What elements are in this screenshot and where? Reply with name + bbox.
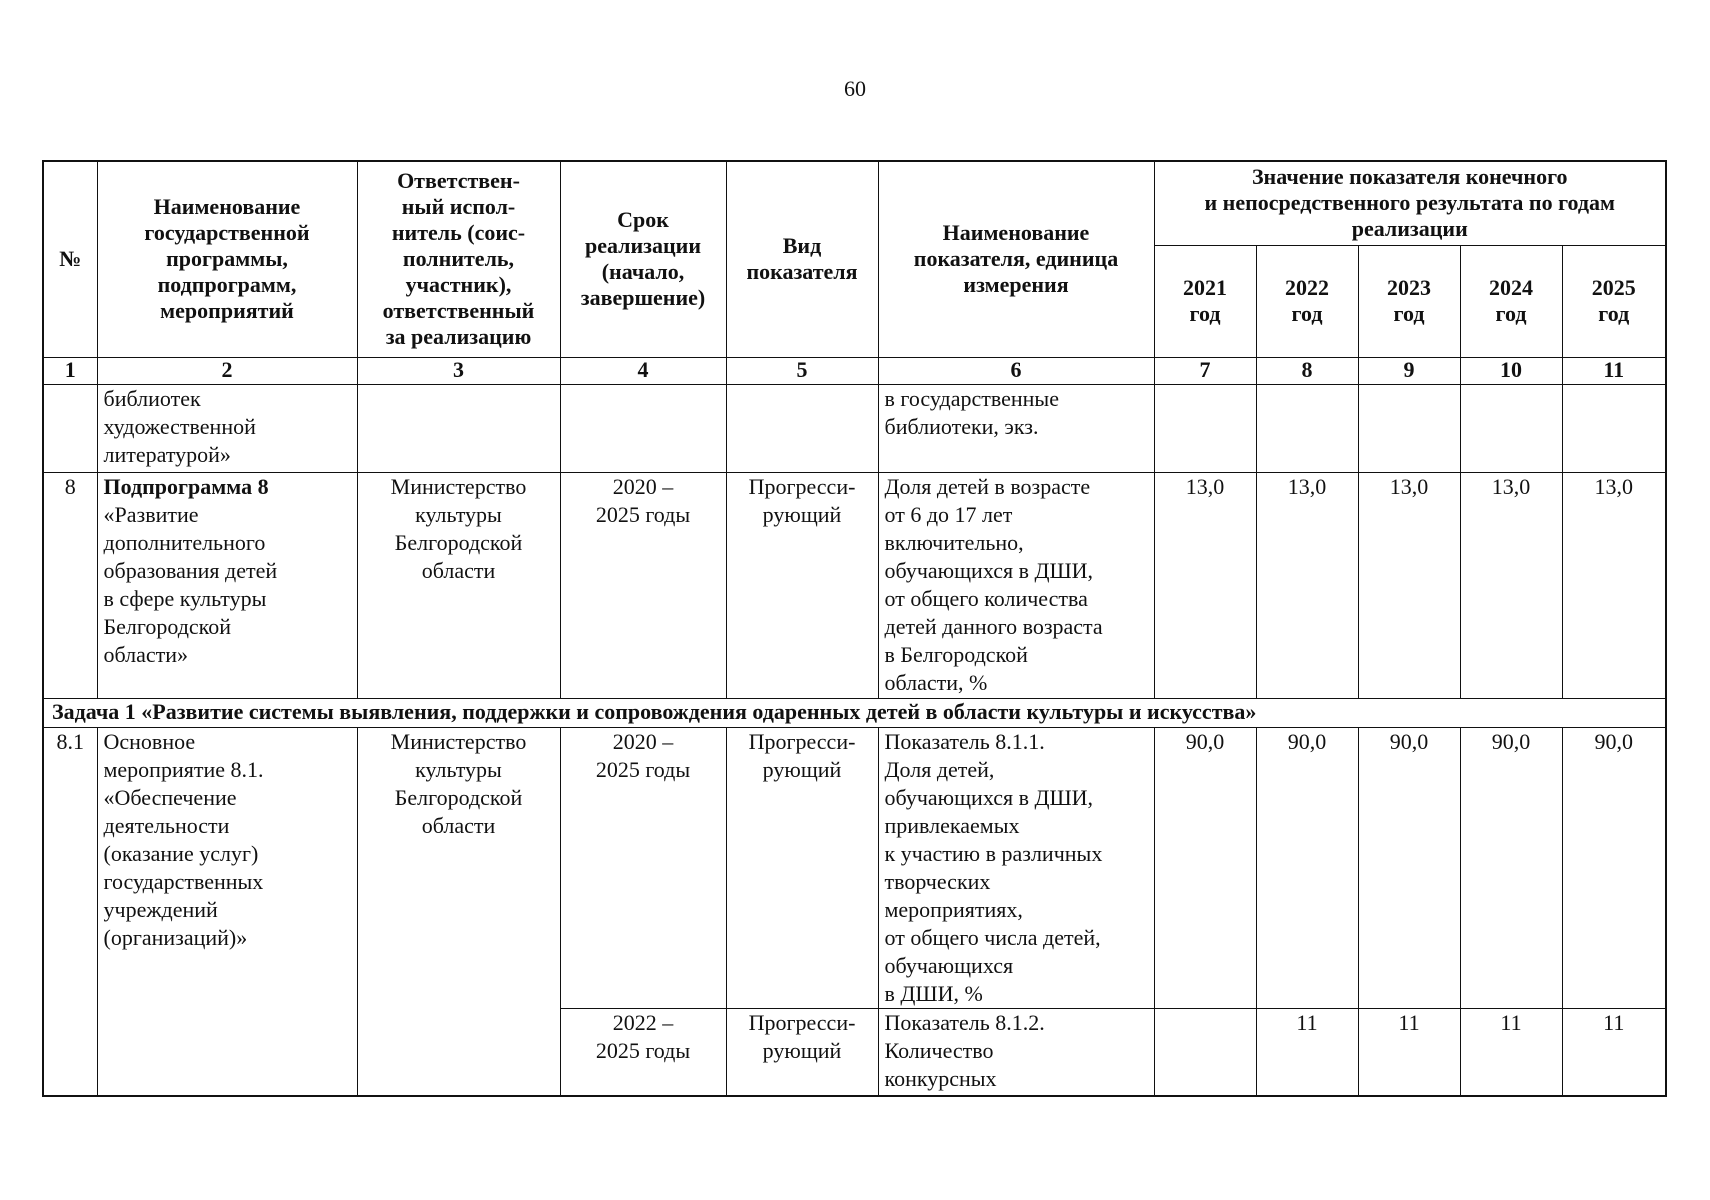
header-indicator-name: Наименование показателя, единица измерения [878,161,1154,357]
cell-value: 11 [1562,1008,1666,1096]
header-indicator-kind: Вид показателя [726,161,878,357]
cell-indicator: в государственные библиотеки, экз. [878,384,1154,472]
column-number: 9 [1358,357,1460,384]
cell-indicator: Доля детей в возрасте от 6 до 17 лет включительно, обучающихся в ДШИ, от общего количества детей данного возраста в Белгородской области, % [878,472,1154,698]
subprogram-description: «Развитие дополнительного образования детей в сфере культуры Белгородской области» [103,501,278,667]
cell-value: 11 [1460,1008,1562,1096]
cell-num [43,384,97,472]
cell-kind: Прогресси- рующий [726,472,878,698]
subprogram-title: Подпрограмма 8 [103,473,269,499]
column-number: 2 [97,357,357,384]
cell-num: 8 [43,472,97,698]
cell-value [1154,384,1256,472]
cell-responsible: Министерство культуры Белгородской области [357,472,560,698]
cell-value: 90,0 [1154,727,1256,1008]
cell-value: 13,0 [1256,472,1358,698]
cell-indicator: Показатель 8.1.1. Доля детей, обучающихся в ДШИ, привлекаемых к участию в различных творческих мероприятиях, от общего числа детей, обучающихся в ДШИ, % [878,727,1154,1008]
indicators-table [42,160,1667,1097]
header-num: № [43,161,97,357]
cell-value [1358,384,1460,472]
cell-value: 13,0 [1562,472,1666,698]
cell-value: 90,0 [1460,727,1562,1008]
cell-period: 2022 – 2025 годы [560,1008,726,1096]
cell-value: 13,0 [1154,472,1256,698]
cell-value: 11 [1256,1008,1358,1096]
table-row-8-1 [43,727,1666,1008]
header-period: Срок реализации (начало, завершение) [560,161,726,357]
cell-value: 90,0 [1256,727,1358,1008]
cell-value [1256,384,1358,472]
cell-period [560,384,726,472]
column-number: 7 [1154,357,1256,384]
cell-name: Основное мероприятие 8.1. «Обеспечение деятельности (оказание услуг) государственных учреждений (организаций)» [97,727,357,1096]
cell-indicator: Показатель 8.1.2. Количество конкурсных [878,1008,1154,1096]
column-numbers-row [43,357,1666,384]
cell-kind: Прогресси- рующий [726,727,878,1008]
column-number: 4 [560,357,726,384]
cell-period: 2020 – 2025 годы [560,472,726,698]
cell-value [1460,384,1562,472]
header-year: 2025 год [1562,245,1666,357]
cell-value: 13,0 [1460,472,1562,698]
column-number: 6 [878,357,1154,384]
cell-value [1562,384,1666,472]
header-values-group: Значение показателя конечного и непосредственного результата по годам реализации [1154,161,1666,245]
header-responsible: Ответствен- ный испол- нитель (соис- полнитель, участник), ответственный за реализацию [357,161,560,357]
header-year: 2023 год [1358,245,1460,357]
cell-value: 90,0 [1358,727,1460,1008]
cell-name [97,472,357,698]
cell-name: библиотек художественной литературой» [97,384,357,472]
cell-kind: Прогресси- рующий [726,1008,878,1096]
cell-period: 2020 – 2025 годы [560,727,726,1008]
column-number: 11 [1562,357,1666,384]
table-row-8 [43,472,1666,698]
table-row-continued [43,384,1666,472]
header-row-top [43,161,1666,245]
task-title: Задача 1 «Развитие системы выявления, поддержки и сопровождения одаренных детей в области культуры и искусства» [43,698,1666,727]
page-number: 60 [844,76,866,101]
cell-value [1154,1008,1256,1096]
header-year: 2021 год [1154,245,1256,357]
cell-kind [726,384,878,472]
cell-value: 13,0 [1358,472,1460,698]
cell-value: 90,0 [1562,727,1666,1008]
cell-responsible [357,384,560,472]
header-year: 2022 год [1256,245,1358,357]
header-name: Наименование государственной программы, подпрограмм, мероприятий [97,161,357,357]
column-number: 1 [43,357,97,384]
header-year: 2024 год [1460,245,1562,357]
column-number: 3 [357,357,560,384]
column-number: 10 [1460,357,1562,384]
cell-responsible: Министерство культуры Белгородской области [357,727,560,1096]
column-number: 8 [1256,357,1358,384]
task-row [43,698,1666,727]
cell-value: 11 [1358,1008,1460,1096]
cell-num: 8.1 [43,727,97,1096]
column-number: 5 [726,357,878,384]
